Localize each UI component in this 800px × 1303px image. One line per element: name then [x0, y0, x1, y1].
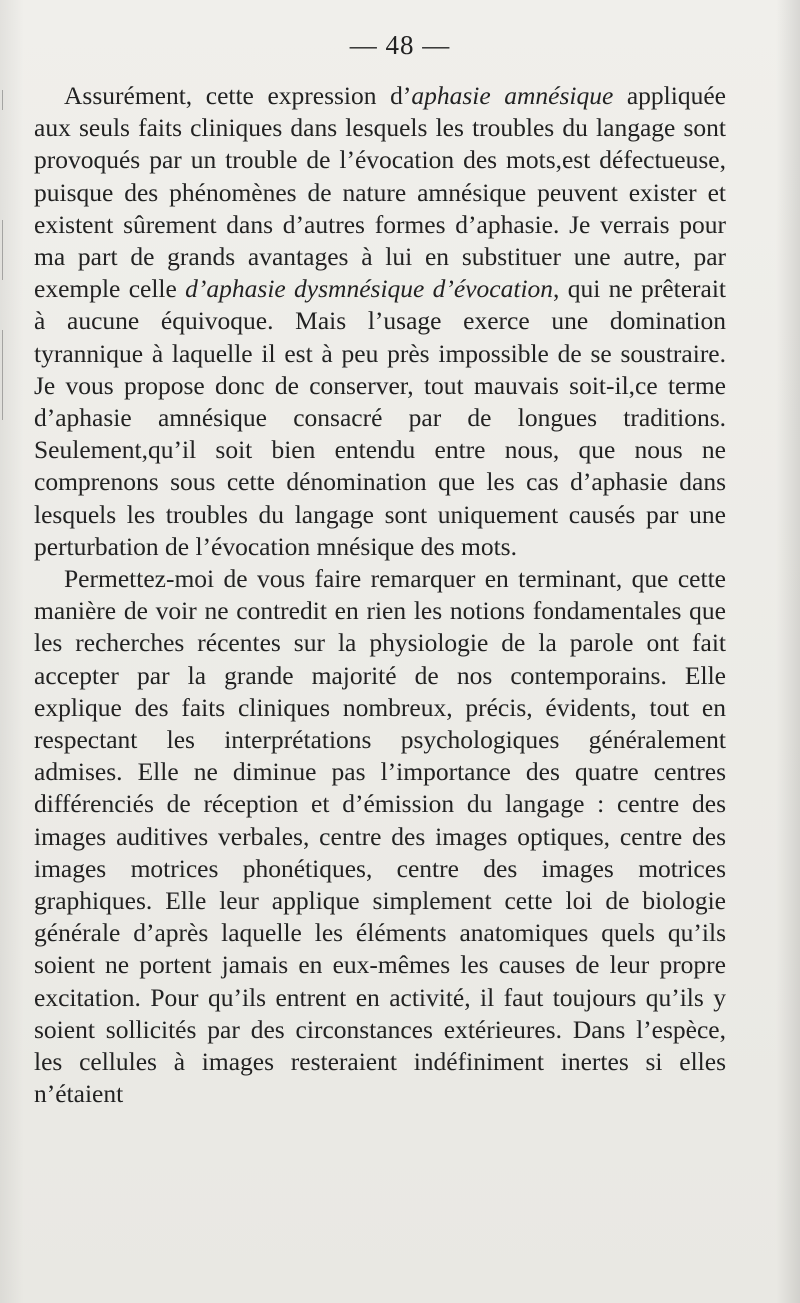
paragraph-1-italic-term-2: d’aphasie dysmnésique d’évocation [185, 274, 554, 304]
margin-mark [2, 220, 3, 280]
paragraph-1-text-b: appliquée aux seuls faits cliniques dans lesquels les troubles du langage sont provoqués par un trouble de l’évocation des mots,est défectueuse, puisque des phénomènes de nature amnésique peuvent exister et existent sûrement dans d’autres formes d’aphasie. Je verrais pour ma part de grands avantages à lui en substituer une autre, par exemple celle [34, 81, 726, 304]
margin-mark [2, 90, 3, 110]
paragraph-1-text-c: , qui ne prêterait à aucune équivoque. Mais l’usage exerce une domination tyrannique à laquelle il est à peu près impossible de se soustraire. Je vous propose donc de conserver, tout mauvais soit-il,ce terme d’aphasie amnésique consacré par de longues traditions. Seulement,qu’il soit bien entendu entre nous, que nous ne comprenons sous cette dénomination que les cas d’aphasie dans lesquels les troubles du langage sont uniquement causés par une perturbation de l’évocation mnésique des mots. [34, 274, 726, 561]
paragraph-1 [34, 80, 726, 563]
page-body [34, 80, 726, 1111]
paragraph-2: Permettez-moi de vous faire remarquer en terminant, que cette manière de voir ne contredit en rien les notions fondamentales que les recherches récentes sur la physiologie de la parole ont fait accepter par la grande majorité de nos contemporains. Elle explique des faits cliniques nombreux, précis, évidents, tout en respectant les interprétations psychologiques généralement admises. Elle ne diminue pas l’importance des quatre centres différenciés de réception et d’émission du langage : centre des images auditives verbales, centre des images optiques, centre des images motrices phonétiques, centre des images motrices graphiques. Elle leur applique simplement cette loi de biologie générale d’après laquelle les éléments anatomiques quels qu’ils soient ne portent jamais en eux-mêmes les causes de leur propre excitation. Pour qu’ils entrent en activité, il faut toujours qu’ils y soient sollicités par des circonstances extérieures. Dans l’espèce, les cellules à images resteraient indéfiniment inertes si elles n’étaient [34, 564, 726, 1109]
page-number: — 48 — [349, 30, 451, 60]
paragraph-1-text-a: Assurément, cette expression d’ [64, 81, 412, 110]
paragraph-1-italic-term: aphasie amnésique [411, 81, 614, 110]
margin-mark [2, 330, 3, 420]
